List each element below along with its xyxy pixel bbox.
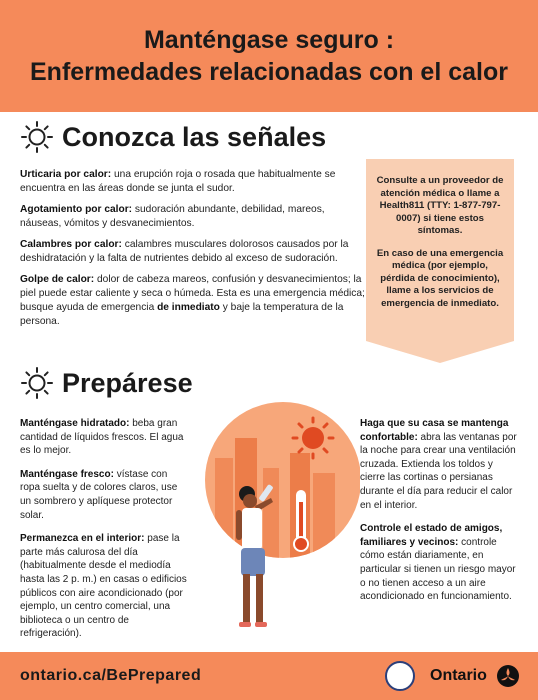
footer-url-link[interactable]: ontario.ca/BePrepared (20, 667, 202, 684)
list-item (20, 238, 365, 266)
item-text: controle cómo están diariamente, en particular si tienen un riesgo mayor o no tienen acceso a un aire acondicionado en funcionamiento. (360, 536, 516, 603)
list-item (20, 273, 365, 329)
prepare-right-column (360, 417, 520, 614)
header-banner (0, 0, 538, 112)
ontario-wordmark: Ontario (430, 667, 487, 684)
list-item (360, 522, 520, 604)
thermometer-icon (294, 490, 308, 551)
sun-icon (20, 366, 54, 400)
footer-banner (0, 652, 538, 700)
item-text: y baje la temperatura de la persona. (20, 302, 344, 327)
item-term: Haga que su casa se mantenga confortable: (360, 418, 509, 443)
callout-text-2: En caso de una emergencia médica (por ejemplo, pérdida de conocimiento), llame a los servicios de emergencia de inmediato. (376, 247, 504, 309)
item-text: abra las ventanas por la noche para crear una ventilación cruzada. Extienda los toldos y cierre las cortinas o persianas durante el día para reducir el calor en el interior. (360, 431, 517, 511)
item-text: vístase con ropa suelta y de colores claros, use un sombrero y aplíquese protector solar. (20, 468, 178, 521)
item-text: beba gran cantidad de líquidos frescos. El agua es lo mejor. (20, 418, 184, 457)
item-text: una erupción roja o rosada que habitualmente se encuentra en las áreas donde se junta el sudor. (20, 169, 336, 194)
item-term: Golpe de calor: (20, 274, 95, 285)
item-term: Permanezca en el interior: (20, 533, 145, 545)
item-term: Manténgase fresco: (20, 468, 114, 480)
list-item (20, 532, 190, 641)
page-title-line2: Enfermedades relacionadas con el calor (30, 58, 508, 86)
item-text: sudoración abundante, debilidad, mareos, náuseas, vómitos y desvanecimientos. (20, 204, 325, 229)
item-term: Calambres por calor: (20, 239, 122, 250)
government-seal-icon (385, 661, 415, 691)
callout-box (366, 159, 514, 341)
callout-text-1: Consulte a un proveedor de atención médica o llame a Health811 (TTY: 1-877-797-0007) si tiene estos síntomas. (376, 175, 504, 236)
item-term: Manténgase hidratado: (20, 418, 130, 429)
list-item (20, 417, 190, 458)
prepare-heading (20, 366, 193, 400)
item-emphasis: de inmediato (157, 302, 220, 313)
item-text: dolor de cabeza mareos, confusión y desvanecimientos; la piel puede estar caliente y seca o húmeda. Esta es una emergencia médica; busque ayuda de emergencia (20, 274, 365, 313)
prepare-title: Prepárese (62, 367, 193, 398)
list-item (20, 468, 190, 522)
heat-illustration (195, 398, 360, 643)
item-text: calambres musculares dolorosos causados por la deshidratación y la falta de nutrientes debido al exceso de sudoración. (20, 239, 349, 264)
sun-icon (20, 120, 54, 154)
item-term: Controle el estado de amigos, familiares y vecinos: (360, 523, 503, 548)
page-title-line1: Manténgase seguro : (143, 26, 395, 54)
list-item (20, 168, 365, 196)
item-term: Agotamiento por calor: (20, 204, 133, 215)
list-item (20, 203, 365, 231)
signs-heading (20, 120, 326, 154)
item-term: Urticaria por calor: (20, 169, 112, 180)
list-item (360, 417, 520, 512)
prepare-left-column (20, 417, 190, 651)
signs-list (20, 168, 365, 336)
item-text: pase la parte más calurosa del día (habitualmente desde el mediodía hasta las 2 p. m.) en casas o edificios públicos con aire acondicionado (por ejemplo, un centro comercial, una biblioteca o un centro de refrigeración). (20, 533, 187, 640)
signs-title: Conozca las señales (62, 121, 327, 152)
trillium-logo-icon (497, 665, 519, 687)
